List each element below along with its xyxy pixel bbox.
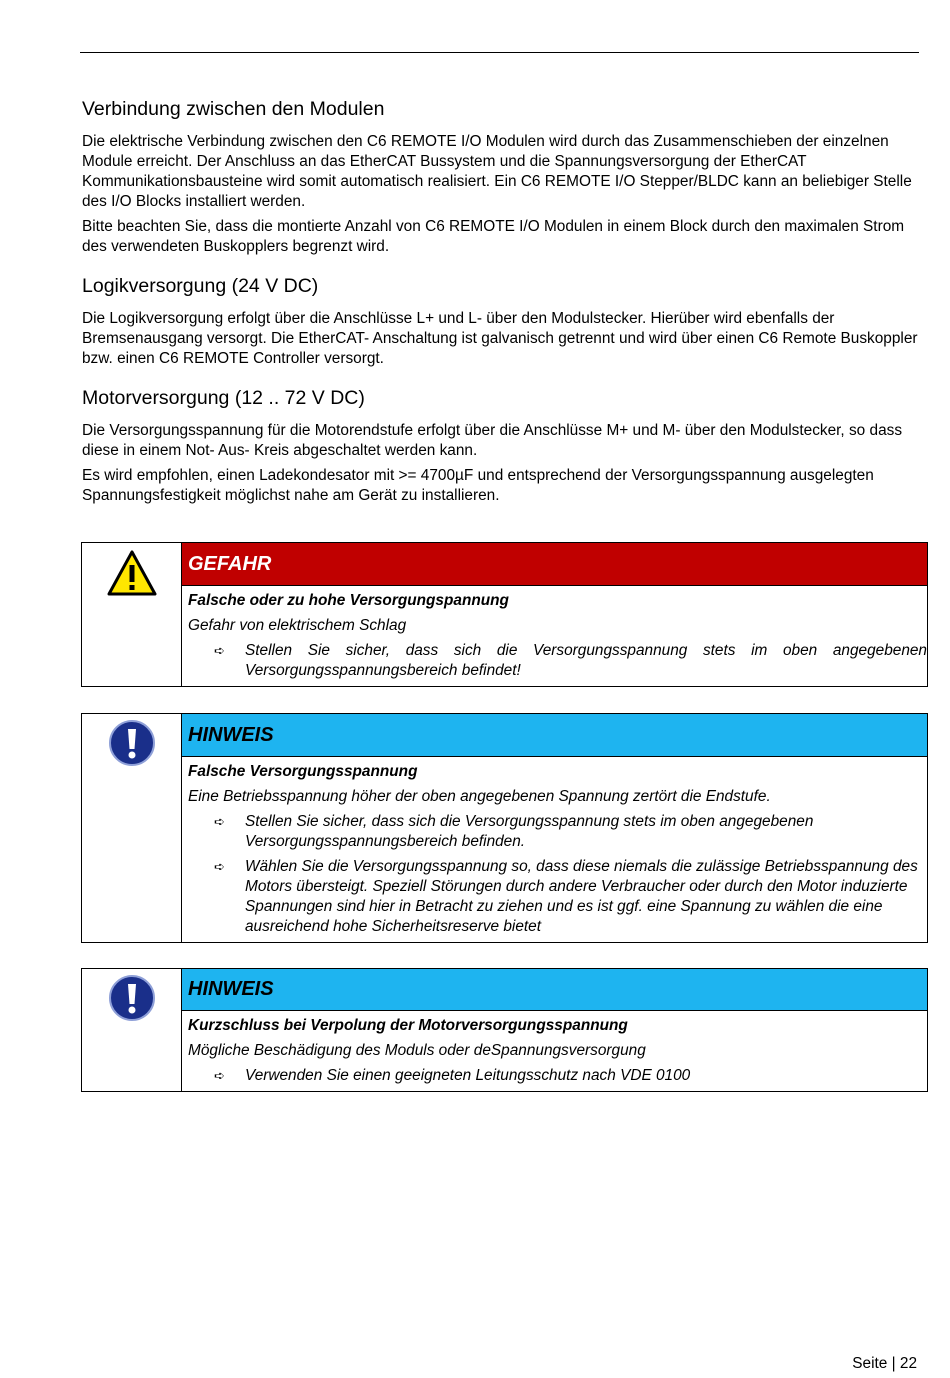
notice-subtitle: Mögliche Beschädigung des Moduls oder deSpannungsversorgung <box>188 1042 646 1059</box>
arrow-icon: ➪ <box>214 1068 225 1083</box>
section-title: Logikversorgung (24 V DC) <box>82 275 319 297</box>
info-notice <box>81 713 928 943</box>
list-item <box>188 1066 927 1086</box>
arrow-icon: ➪ <box>214 643 225 658</box>
notice-icon-cell <box>82 714 182 942</box>
arrow-icon: ➪ <box>214 859 225 874</box>
section-logikversorgung <box>82 273 922 369</box>
section-verbindung <box>82 96 922 257</box>
info-notice <box>81 968 928 1092</box>
notice-title: Falsche oder zu hohe Versorgungspannung <box>188 592 509 609</box>
arrow-icon: ➪ <box>214 814 225 829</box>
paragraph: Es wird empfohlen, einen Ladekondesator mit >= 4700µF und entsprechend der Versorgungsspannung ausgelegten Spannungsfestigkeit möglichst nahe am Gerät zu installieren. <box>82 467 874 504</box>
header-rule <box>80 52 919 53</box>
paragraph: Bitte beachten Sie, dass die montierte Anzahl von C6 REMOTE I/O Modulen in einem Block durch den maximalen Strom des verwendeten Buskopplers begrenzt wird. <box>82 218 905 255</box>
bullet-text: Wählen Sie die Versorgungsspannung so, dass diese niemals die zulässige Betriebsspannung des Motors übersteigt. Speziell Störungen durch andere Verbraucher oder durch den Motor induzierte Spannungen sind hier in Betracht zu ziehen und es ist ggf. eine Spannung zu wählen die eine ausreichend hohe Sicherheitsreserve bietet <box>245 858 918 935</box>
danger-notice <box>81 542 928 687</box>
page-number: Seite | 22 <box>852 1355 917 1372</box>
notice-label: GEFAHR <box>182 543 927 586</box>
paragraph: Die Logikversorgung erfolgt über die Anschlüsse L+ und L- über den Modulstecker. Hierüber wird ebenfalls der Bremsenausgang versorgt. Die EtherCAT- Anschaltung ist galvanisch getrennt und wird über einen C6 Remote Buskoppler bzw. einen C6 REMOTE Controller versorgt. <box>82 310 918 367</box>
exclamation-circle-icon <box>108 974 156 1022</box>
section-title: Verbindung zwischen den Modulen <box>82 98 385 120</box>
main-content <box>82 96 922 522</box>
notice-subtitle: Gefahr von elektrischem Schlag <box>188 617 407 634</box>
section-title: Motorversorgung (12 .. 72 V DC) <box>82 387 365 409</box>
notice-title: Kurzschluss bei Verpolung der Motorversorgungsspannung <box>188 1017 628 1034</box>
paragraph: Die Versorgungsspannung für die Motorendstufe erfolgt über die Anschlüsse M+ und M- über den Modulstecker, so dass diese in einem Not- Aus- Kreis abgeschaltet werden kann. <box>82 422 903 459</box>
notice-title: Falsche Versorgungsspannung <box>188 763 418 780</box>
bullet-text: Verwenden Sie einen geeigneten Leitungsschutz nach VDE 0100 <box>245 1067 691 1084</box>
notice-subtitle: Eine Betriebsspannung höher der oben angegebenen Spannung zertört die Endstufe. <box>188 788 771 805</box>
list-item <box>188 857 927 937</box>
list-item <box>188 812 927 852</box>
notice-label: HINWEIS <box>182 969 927 1011</box>
warning-triangle-icon <box>106 549 158 597</box>
notice-icon-cell <box>82 543 182 686</box>
bullet-text: Stellen Sie sicher, dass sich die Versorgungsspannung stets im oben angegebenen Versorgungsspannungsbereich befinden. <box>245 813 814 850</box>
paragraph: Die elektrische Verbindung zwischen den C6 REMOTE I/O Modulen wird durch das Zusammenschieben der einzelnen Module erreicht. Der Anschluss an das EtherCAT Bussystem und die Spannungsversorgung der EtherCAT Kommunikationsbausteine wird somit automatisch realisiert. Ein C6 REMOTE I/O Stepper/BLDC kann an beliebiger Stelle des I/O Blocks installiert werden. <box>82 133 912 210</box>
notice-icon-cell <box>82 969 182 1091</box>
section-motorversorgung <box>82 385 922 506</box>
list-item <box>188 641 927 681</box>
notice-label: HINWEIS <box>182 714 927 757</box>
exclamation-circle-icon <box>108 719 156 767</box>
bullet-text: Stellen Sie sicher, dass sich die Versorgungsspannung stets im oben angegebenen Versorgungsspannungsbereich befindet! <box>245 642 927 679</box>
